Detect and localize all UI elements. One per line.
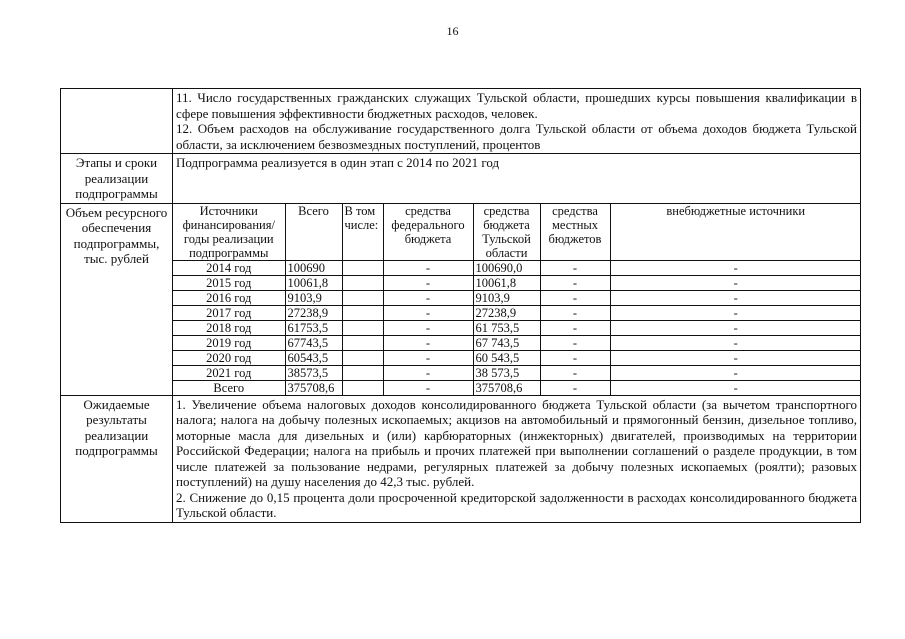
funding-row <box>61 203 861 395</box>
funding-local-cell: - <box>540 320 610 335</box>
funding-table-cell <box>173 203 861 395</box>
funding-empty-cell <box>342 305 383 320</box>
funding-federal-cell: - <box>383 365 473 380</box>
funding-federal-cell: - <box>383 380 473 395</box>
header-including: В том числе: <box>342 204 383 261</box>
funding-regional-cell: 100690,0 <box>473 260 540 275</box>
funding-extrabudget-cell: - <box>610 305 861 320</box>
funding-total-cell: 60543,5 <box>285 350 342 365</box>
funding-year-cell: Всего <box>173 380 285 395</box>
funding-total-cell: 375708,6 <box>285 380 342 395</box>
funding-year-cell: 2017 год <box>173 305 285 320</box>
funding-year-cell: 2020 год <box>173 350 285 365</box>
funding-federal-cell: - <box>383 335 473 350</box>
funding-regional-cell: 61 753,5 <box>473 320 540 335</box>
stages-text: Подпрограмма реализуется в один этап с 2014 по 2021 год <box>176 155 500 170</box>
funding-local-cell: - <box>540 290 610 305</box>
indicators-content-cell <box>173 89 861 154</box>
results-row <box>61 395 861 522</box>
header-federal: средства федерального бюджета <box>383 204 473 261</box>
funding-empty-cell <box>342 350 383 365</box>
funding-federal-cell: - <box>383 350 473 365</box>
funding-empty-cell <box>342 335 383 350</box>
funding-extrabudget-cell: - <box>610 275 861 290</box>
funding-regional-cell: 9103,9 <box>473 290 540 305</box>
funding-extrabudget-cell: - <box>610 335 861 350</box>
funding-data-row <box>173 260 861 275</box>
indicators-row <box>61 89 861 154</box>
funding-total-cell: 100690 <box>285 260 342 275</box>
funding-year-cell: 2015 год <box>173 275 285 290</box>
funding-local-cell: - <box>540 350 610 365</box>
funding-regional-cell: 38 573,5 <box>473 365 540 380</box>
funding-total-cell: 9103,9 <box>285 290 342 305</box>
funding-data-row <box>173 380 861 395</box>
funding-header-row <box>173 204 861 261</box>
indicator-item-11: 11. Число государственных гражданских служащих Тульской области, прошедших курсы повышения квалификации в сфере повышения эффективности бюджетных расходов, человек. <box>176 90 857 121</box>
result-item-2: 2. Снижение до 0,15 процента доли просроченной кредиторской задолженности в расходах консолидированного бюджета Тульской области. <box>176 489 857 520</box>
header-sources: Источники финансирования/ годы реализации подпрограммы <box>173 204 285 261</box>
funding-federal-cell: - <box>383 260 473 275</box>
funding-federal-cell: - <box>383 275 473 290</box>
funding-year-cell: 2016 год <box>173 290 285 305</box>
funding-data-row <box>173 350 861 365</box>
funding-federal-cell: - <box>383 305 473 320</box>
funding-local-cell: - <box>540 335 610 350</box>
funding-data-row <box>173 305 861 320</box>
funding-year-cell: 2018 год <box>173 320 285 335</box>
stages-value <box>173 154 861 204</box>
funding-extrabudget-cell: - <box>610 260 861 275</box>
funding-extrabudget-cell: - <box>610 290 861 305</box>
funding-extrabudget-cell: - <box>610 380 861 395</box>
funding-regional-cell: 27238,9 <box>473 305 540 320</box>
funding-extrabudget-cell: - <box>610 320 861 335</box>
funding-total-cell: 67743,5 <box>285 335 342 350</box>
funding-total-cell: 38573,5 <box>285 365 342 380</box>
funding-data-row <box>173 335 861 350</box>
funding-federal-cell: - <box>383 290 473 305</box>
header-local: средства местных бюджетов <box>540 204 610 261</box>
funding-empty-cell <box>342 275 383 290</box>
funding-empty-cell <box>342 365 383 380</box>
passport-table <box>60 88 861 523</box>
header-regional: средства бюджета Тульской области <box>473 204 540 261</box>
funding-local-cell: - <box>540 365 610 380</box>
funding-local-cell: - <box>540 260 610 275</box>
funding-label: Объем ресурсного обеспечения подпрограммы, тыс. рублей <box>61 203 173 395</box>
funding-regional-cell: 60 543,5 <box>473 350 540 365</box>
stages-label: Этапы и сроки реализации подпрограммы <box>61 154 173 204</box>
funding-total-cell: 10061,8 <box>285 275 342 290</box>
funding-regional-cell: 375708,6 <box>473 380 540 395</box>
funding-total-cell: 61753,5 <box>285 320 342 335</box>
funding-table <box>173 204 861 395</box>
funding-data-row <box>173 290 861 305</box>
funding-year-cell: 2019 год <box>173 335 285 350</box>
funding-year-cell: 2014 год <box>173 260 285 275</box>
page-number: 16 <box>446 24 459 38</box>
result-item-1: 1. Увеличение объема налоговых доходов консолидированного бюджета Тульской области (за вычетом транспортного налога; налога на добычу полезных ископаемых; акцизов на автомобильный и прямогонный бензин, дизельное топливо, моторные масла для дизельных и (или) карбюраторных (инжекторных) двигателей, производимых на территории Российской Федерации; налога на прибыль и прочих платежей при выполнении соглашений о разделе продукции, в том числе платежей за пользование недрами, регулярных платежей за добычу полезных ископаемых (роялти); разовых поступлений) на душу населения до 42,3 тыс. рублей. <box>176 396 857 489</box>
results-content-cell <box>173 395 861 522</box>
funding-extrabudget-cell: - <box>610 350 861 365</box>
funding-local-cell: - <box>540 380 610 395</box>
funding-data-row <box>173 365 861 380</box>
funding-federal-cell: - <box>383 320 473 335</box>
funding-total-cell: 27238,9 <box>285 305 342 320</box>
indicators-label-cell <box>61 89 173 154</box>
header-extrabudget: внебюджетные источники <box>610 204 861 261</box>
funding-regional-cell: 67 743,5 <box>473 335 540 350</box>
indicator-item-12: 12. Объем расходов на обслуживание государственного долга Тульской области от объема доходов бюджета Тульской области, за исключением безвозмездных поступлений, процентов <box>176 121 857 152</box>
funding-data-row <box>173 320 861 335</box>
funding-data-row <box>173 275 861 290</box>
funding-empty-cell <box>342 260 383 275</box>
funding-empty-cell <box>342 290 383 305</box>
funding-empty-cell <box>342 320 383 335</box>
funding-local-cell: - <box>540 305 610 320</box>
results-label: Ожидаемые результаты реализации подпрограммы <box>61 395 173 522</box>
funding-extrabudget-cell: - <box>610 365 861 380</box>
funding-empty-cell <box>342 380 383 395</box>
stages-row <box>61 154 861 204</box>
funding-regional-cell: 10061,8 <box>473 275 540 290</box>
header-total: Всего <box>285 204 342 261</box>
funding-local-cell: - <box>540 275 610 290</box>
funding-year-cell: 2021 год <box>173 365 285 380</box>
